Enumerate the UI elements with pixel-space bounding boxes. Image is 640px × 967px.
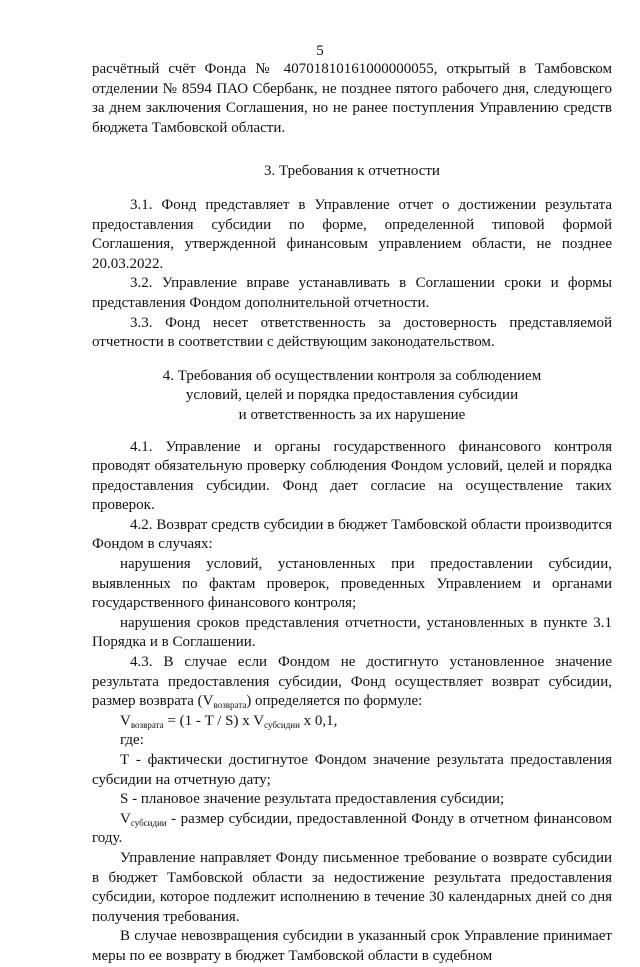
formula-middle: = (1 - T / S) x V	[163, 712, 265, 729]
case-violation-deadlines: нарушения сроков представления отчетности, установленных в пункте 3.1 Порядка и в Соглашении.	[92, 614, 612, 651]
paragraph-4-2: 4.2. Возврат средств субсидии в бюджет Тамбовской области производится Фондом в случаях:	[92, 516, 612, 553]
paragraph-demand: Управление направляет Фонду письменное требование о возврате субсидии в бюджет Тамбовской области за недостижение результата предоставления субсидии, которое подлежит исполнению в течение 30 календарных дней со дня получения требования.	[92, 849, 612, 925]
paragraph-3-1: 3.1. Фонд представляет в Управление отчет о достижении результата предоставления субсидии по форме, определенной типовой формой Соглашения, утвержденной финансовым управлением области, не позднее 20.03.2022.	[92, 196, 612, 272]
where-label: где:	[120, 732, 144, 749]
formula-sub-return: возврата	[130, 719, 164, 730]
formula-end: x 0,1,	[299, 712, 338, 729]
paragraph-3-2: 3.2. Управление вправе устанавливать в Соглашении сроки и формы представления Фондом дополнительной отчетности.	[92, 275, 612, 311]
paragraph-4-1: 4.1. Управление и органы государственного финансового контроля проводят обязательную проверку соблюдения Фондом условий, целей и порядка предоставления субсидии. Фонд дает согласие на осуществление таких проверок.	[92, 438, 612, 514]
section-4-heading	[92, 367, 612, 426]
intro-paragraph: расчётный счёт Фонда № 40701810161000000055, открытый в Тамбовском отделении № 8594 ПАО Сбербанк, не позднее пятого рабочего дня, следующего за днем заключения Соглашения, но не ранее поступления Управлению средств бюджета Тамбовской области.	[92, 61, 612, 136]
section-4-heading-line-2: условий, целей и порядка предоставления субсидии	[185, 387, 519, 404]
page-number: 5	[316, 43, 324, 59]
definition-s: S - плановое значение результата предоставления субсидии;	[120, 791, 505, 808]
paragraph-3-3: 3.3. Фонд несет ответственность за достоверность представляемой отчетности в соответствии с действующим законодательством.	[92, 314, 612, 351]
formula-sub-subsidy: субсидии	[264, 719, 300, 730]
paragraph-non-return: В случае невозвращения субсидии в указанный срок Управление принимает меры по ее возврату в бюджет Тамбовской области в судебном	[92, 928, 612, 964]
section-3-heading: 3. Требования к отчетности	[264, 163, 440, 180]
definition-v	[92, 810, 612, 849]
paragraph-4-3	[92, 653, 612, 712]
section-4-heading-line-3: и ответственность за их нарушение	[238, 406, 466, 423]
definition-t: Т - фактически достигнутое Фондом значение результата предоставления субсидии на отчетную дату;	[92, 752, 612, 788]
definition-v-text: - размер субсидии, предоставленной Фонду в отчетном финансовом году.	[92, 810, 612, 847]
section-4-heading-line-1: 4. Требования об осуществлении контроля за соблюдением	[162, 367, 542, 384]
paragraph-4-3-subscript: возврата	[213, 700, 247, 711]
definition-v-subscript: субсидии	[130, 817, 167, 828]
paragraph-4-3-text-a: 4.3. В случае если Фондом не достигнуто установленное значение результата предоставления субсидии, Фонд осуществляет возврат субсидии, размер возврата (V	[92, 654, 612, 710]
case-violation-conditions: нарушения условий, установленных при предоставлении субсидии, выявленных по фактам проверок, проведенных Управлением и органами государственного финансового контроля;	[92, 556, 612, 612]
formula-v: V	[120, 712, 131, 729]
formula	[92, 712, 612, 732]
paragraph-4-3-text-b: ) определяется по формуле:	[246, 693, 423, 710]
document-body	[92, 60, 612, 967]
definition-v-symbol: V	[120, 810, 131, 827]
